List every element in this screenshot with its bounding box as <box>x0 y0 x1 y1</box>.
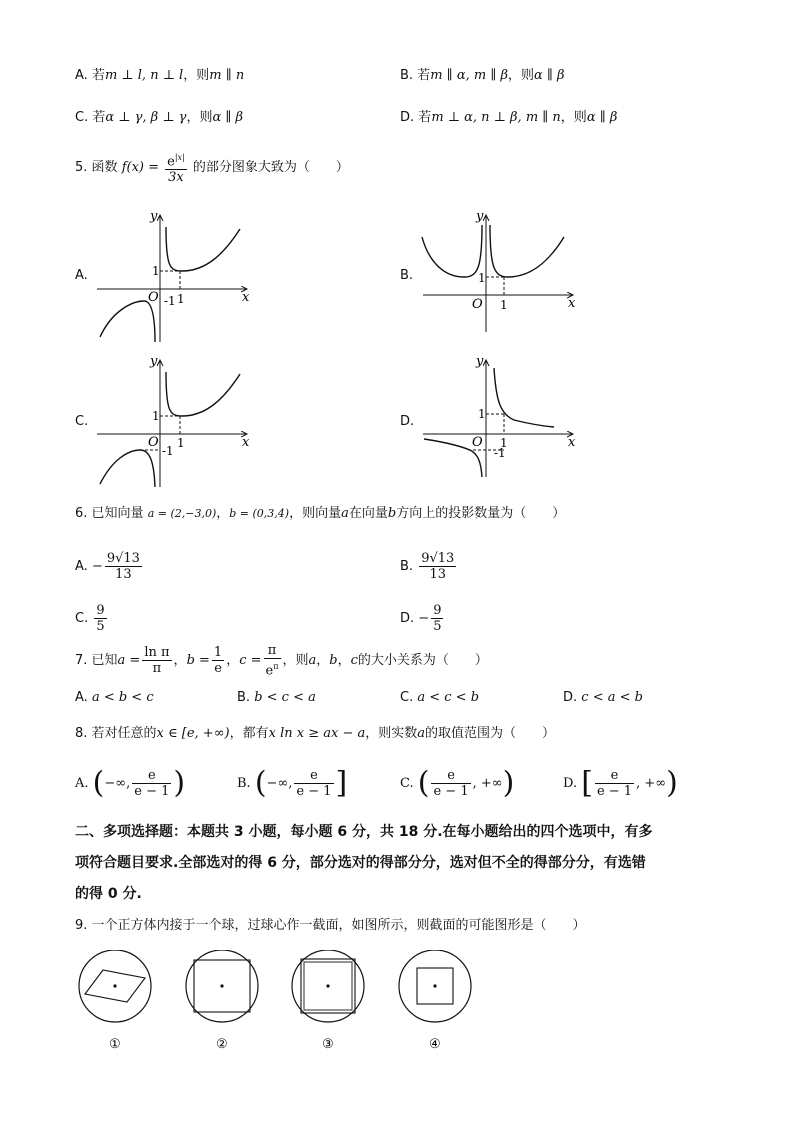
option-text: a < c < b <box>417 690 480 705</box>
math-expr: , +∞ <box>636 776 667 791</box>
option-text: ，则 <box>507 68 534 83</box>
tick-label: -1 <box>494 446 506 460</box>
stem-text: ， <box>173 653 187 668</box>
figure-4 <box>399 950 471 1052</box>
math-expr: −∞, <box>266 776 293 791</box>
math-expr: −∞, <box>104 776 131 791</box>
math-expr: m ⊥ l, n ⊥ l <box>104 68 184 83</box>
numerator: 1 <box>213 645 223 660</box>
tick-label: 1 <box>478 407 486 421</box>
denominator: e − 1 <box>596 784 633 799</box>
q4-option-a <box>75 68 244 84</box>
numerator: e <box>132 768 171 784</box>
y-axis-label: y <box>476 209 484 224</box>
option-label: D. <box>400 611 415 626</box>
q8-option-b <box>237 764 347 804</box>
math-expr: a <box>417 726 425 741</box>
option-label: C. <box>400 776 414 791</box>
stem-text: 的部分图象大致为（ ） <box>192 160 349 176</box>
q7-stem <box>75 642 488 680</box>
numerator: e <box>431 768 470 784</box>
x-axis-label: x <box>242 290 250 305</box>
origin-label: O <box>148 290 159 305</box>
bracket: ( <box>92 765 105 801</box>
option-label: A. <box>75 68 88 83</box>
fraction <box>595 768 634 799</box>
stem-text: ， <box>316 653 330 668</box>
math-expr: b <box>387 506 397 521</box>
fraction <box>419 551 456 582</box>
option-text: ，则 <box>560 110 587 125</box>
numerator: e <box>167 154 175 170</box>
origin-label: O <box>148 435 159 450</box>
q8-option-c <box>400 764 514 804</box>
math-expr: α ∥ β <box>586 110 618 125</box>
denominator: 5 <box>96 619 105 634</box>
denominator: π <box>152 661 162 676</box>
exponent: |x| <box>174 153 185 162</box>
x-axis-label: x <box>242 435 250 450</box>
denominator: 13 <box>115 567 132 582</box>
y-axis-label: y <box>476 354 484 369</box>
stem-text: ， <box>226 653 240 668</box>
stem-text: ， <box>216 506 230 521</box>
figure-3 <box>292 950 364 1052</box>
option-text: ，则 <box>186 110 213 125</box>
center-dot <box>326 984 329 987</box>
section-heading-line2: 项符合题目要求.全部选对的得 6 分，部分选对的得部分分，选对但不全的得部分分，有选错 <box>75 855 646 871</box>
bracket: ) <box>666 765 678 801</box>
bracket: ( <box>417 765 430 801</box>
math-expr: b <box>329 653 338 668</box>
exponent: π <box>273 661 279 671</box>
fraction <box>165 150 187 185</box>
denominator: e − 1 <box>433 784 469 799</box>
numerator: 9 <box>96 603 105 618</box>
tick-label: -1 <box>164 294 176 308</box>
x-axis-label: x <box>568 296 576 311</box>
center-dot <box>433 984 436 987</box>
math-expr: m ∥ n <box>209 68 245 83</box>
center-dot <box>220 984 223 987</box>
option-text: ，则 <box>183 68 210 83</box>
bracket: ] <box>335 765 348 801</box>
stem-text: 7. 已知 <box>75 653 118 668</box>
option-text: a < b < c <box>91 690 154 705</box>
denominator: 13 <box>429 567 447 582</box>
numerator: e <box>294 768 333 784</box>
figure-label: ② <box>216 1037 228 1052</box>
center-dot <box>113 984 116 987</box>
fraction <box>105 551 142 582</box>
tick-label: 1 <box>500 298 508 312</box>
y-axis-label: y <box>150 209 158 224</box>
curve-right <box>166 372 240 416</box>
fraction <box>212 645 224 676</box>
denominator: e − 1 <box>134 784 170 799</box>
tick-label: 1 <box>177 292 185 306</box>
denominator: e <box>214 661 222 676</box>
option-label: A. <box>75 559 88 574</box>
option-label: A. <box>75 690 88 705</box>
math-expr: f(x) = <box>121 160 159 176</box>
curve-left <box>100 450 155 487</box>
numerator: ln π <box>144 645 170 660</box>
y-axis-label: y <box>150 354 158 369</box>
math-expr: c = <box>239 653 262 668</box>
denominator: 5 <box>433 619 442 634</box>
option-label: D. <box>563 776 578 791</box>
q7-option-a <box>75 690 154 706</box>
q6-stem <box>75 506 565 522</box>
fraction <box>94 603 106 634</box>
math-expr: , +∞ <box>472 776 503 791</box>
math-expr: α ∥ β <box>534 68 565 83</box>
section-heading-line1: 二、多项选择题：本题共 3 小题，每小题 6 分，共 18 分.在每小题给出的四个选项中，有多 <box>75 824 653 840</box>
q4-option-c <box>75 110 243 126</box>
option-label: B. <box>400 559 414 574</box>
option-text: 若 <box>418 110 432 125</box>
numerator: e <box>595 768 634 784</box>
option-label: D. <box>400 110 415 125</box>
numerator: π <box>264 643 281 659</box>
option-label: C. <box>75 110 89 125</box>
bracket: ( <box>254 765 267 801</box>
q4-option-b <box>400 68 565 84</box>
graph-option-b <box>418 207 588 347</box>
q5-option-b-label: B. <box>400 268 414 283</box>
tick-label: 1 <box>152 264 160 278</box>
math-expr: − <box>91 559 103 574</box>
math-expr: b = (0,3,4) <box>229 507 290 520</box>
math-expr: m ∥ α, m ∥ β <box>430 68 508 83</box>
stem-text: 6. 已知向量 <box>75 506 144 521</box>
q6-option-c <box>75 600 109 638</box>
math-expr: m ⊥ α, n ⊥ β, m ∥ n <box>431 110 561 125</box>
option-text: 若 <box>92 110 106 125</box>
figure-2 <box>186 950 258 1052</box>
q7-option-b <box>237 690 316 706</box>
option-text: c < a < b <box>581 690 643 705</box>
numerator: 9√13 <box>106 551 140 566</box>
q7-option-d <box>563 690 643 706</box>
math-expr: x ln x ≥ ax − a <box>268 726 366 741</box>
bracket: ) <box>502 765 515 801</box>
stem-text: 在向量 <box>348 506 388 521</box>
q7-option-c <box>400 690 479 706</box>
math-expr: a <box>308 653 317 668</box>
figure-label: ③ <box>322 1037 334 1052</box>
figure-label: ④ <box>429 1037 441 1052</box>
option-text: b < c < a <box>254 690 316 705</box>
option-label: B. <box>237 776 251 791</box>
figure-label: ① <box>109 1037 121 1052</box>
curve-left <box>422 225 482 277</box>
q9-figures <box>75 950 475 1060</box>
math-expr: c <box>350 653 358 668</box>
bracket: [ <box>581 765 593 801</box>
option-text: 若 <box>91 68 105 83</box>
q8-stem <box>75 726 555 742</box>
fraction <box>431 768 470 799</box>
origin-label: O <box>472 435 483 450</box>
math-expr: α ⊥ γ, β ⊥ γ <box>105 110 187 125</box>
denominator: e − 1 <box>296 784 332 799</box>
fraction <box>431 603 443 634</box>
stem-text: 方向上的投影数量为（ ） <box>396 506 566 521</box>
fraction <box>132 768 171 799</box>
math-expr: a = <box>117 653 141 668</box>
math-expr: x ∈ [e, +∞) <box>156 726 230 741</box>
q8-option-d <box>563 764 678 804</box>
math-expr: a <box>341 506 349 521</box>
origin-label: O <box>472 297 483 312</box>
fraction <box>294 768 333 799</box>
figure-1 <box>79 950 151 1052</box>
graph-option-c <box>92 352 262 492</box>
stem-text: ，则 <box>282 653 309 668</box>
stem-text: 的取值范围为（ ） <box>425 726 556 741</box>
fraction <box>142 645 171 676</box>
q6-option-d <box>400 600 445 638</box>
curve-left <box>100 301 155 342</box>
q8-option-a <box>75 764 185 804</box>
curve-right <box>490 225 564 277</box>
tick-label: 1 <box>177 436 185 450</box>
bracket: ) <box>173 765 186 801</box>
curve-right <box>494 368 554 427</box>
option-label: B. <box>237 690 251 705</box>
stem-text: 5. 函数 <box>75 160 118 176</box>
stem-text: ，都有 <box>229 726 269 741</box>
stem-text: 的大小关系为（ ） <box>357 653 488 668</box>
denominator: e <box>265 663 274 679</box>
graph-option-a <box>92 207 262 347</box>
q4-option-d <box>400 110 617 126</box>
x-axis-label: x <box>568 435 576 450</box>
q6-option-a <box>75 548 144 586</box>
option-label: D. <box>563 690 578 705</box>
math-expr: − <box>418 611 430 626</box>
math-expr: a = (2,−3,0) <box>147 507 217 520</box>
section-heading-line3: 的得 0 分. <box>75 886 142 902</box>
q5-option-a-label: A. <box>75 268 88 283</box>
tick-label: 1 <box>478 271 486 285</box>
math-expr: b = <box>186 653 210 668</box>
tick-label: -1 <box>162 444 174 458</box>
graph-option-d <box>418 352 588 492</box>
q5-option-d-label: D. <box>400 414 415 429</box>
option-text: 若 <box>417 68 431 83</box>
stem-text: ，则实数 <box>365 726 418 741</box>
q5-option-c-label: C. <box>75 414 89 429</box>
stem-text: ， <box>337 653 351 668</box>
q5-stem <box>75 150 349 185</box>
q6-option-b <box>400 548 458 586</box>
stem-text: 8. 若对任意的 <box>75 726 157 741</box>
denominator: 3x <box>168 170 184 186</box>
curve-right <box>166 227 240 271</box>
option-label: A. <box>75 776 89 791</box>
fraction <box>264 643 281 678</box>
option-label: C. <box>400 690 414 705</box>
stem-text: ，则向量 <box>289 506 342 521</box>
math-expr: α ∥ β <box>212 110 244 125</box>
tick-label: 1 <box>500 436 508 450</box>
option-label: C. <box>75 611 89 626</box>
option-label: B. <box>400 68 414 83</box>
numerator: 9 <box>433 603 442 618</box>
numerator: 9√13 <box>421 551 455 566</box>
q9-stem: 9. 一个正方体内接于一个球，过球心作一截面，如图所示，则截面的可能图形是（ ） <box>75 918 586 933</box>
tick-label: 1 <box>152 409 160 423</box>
